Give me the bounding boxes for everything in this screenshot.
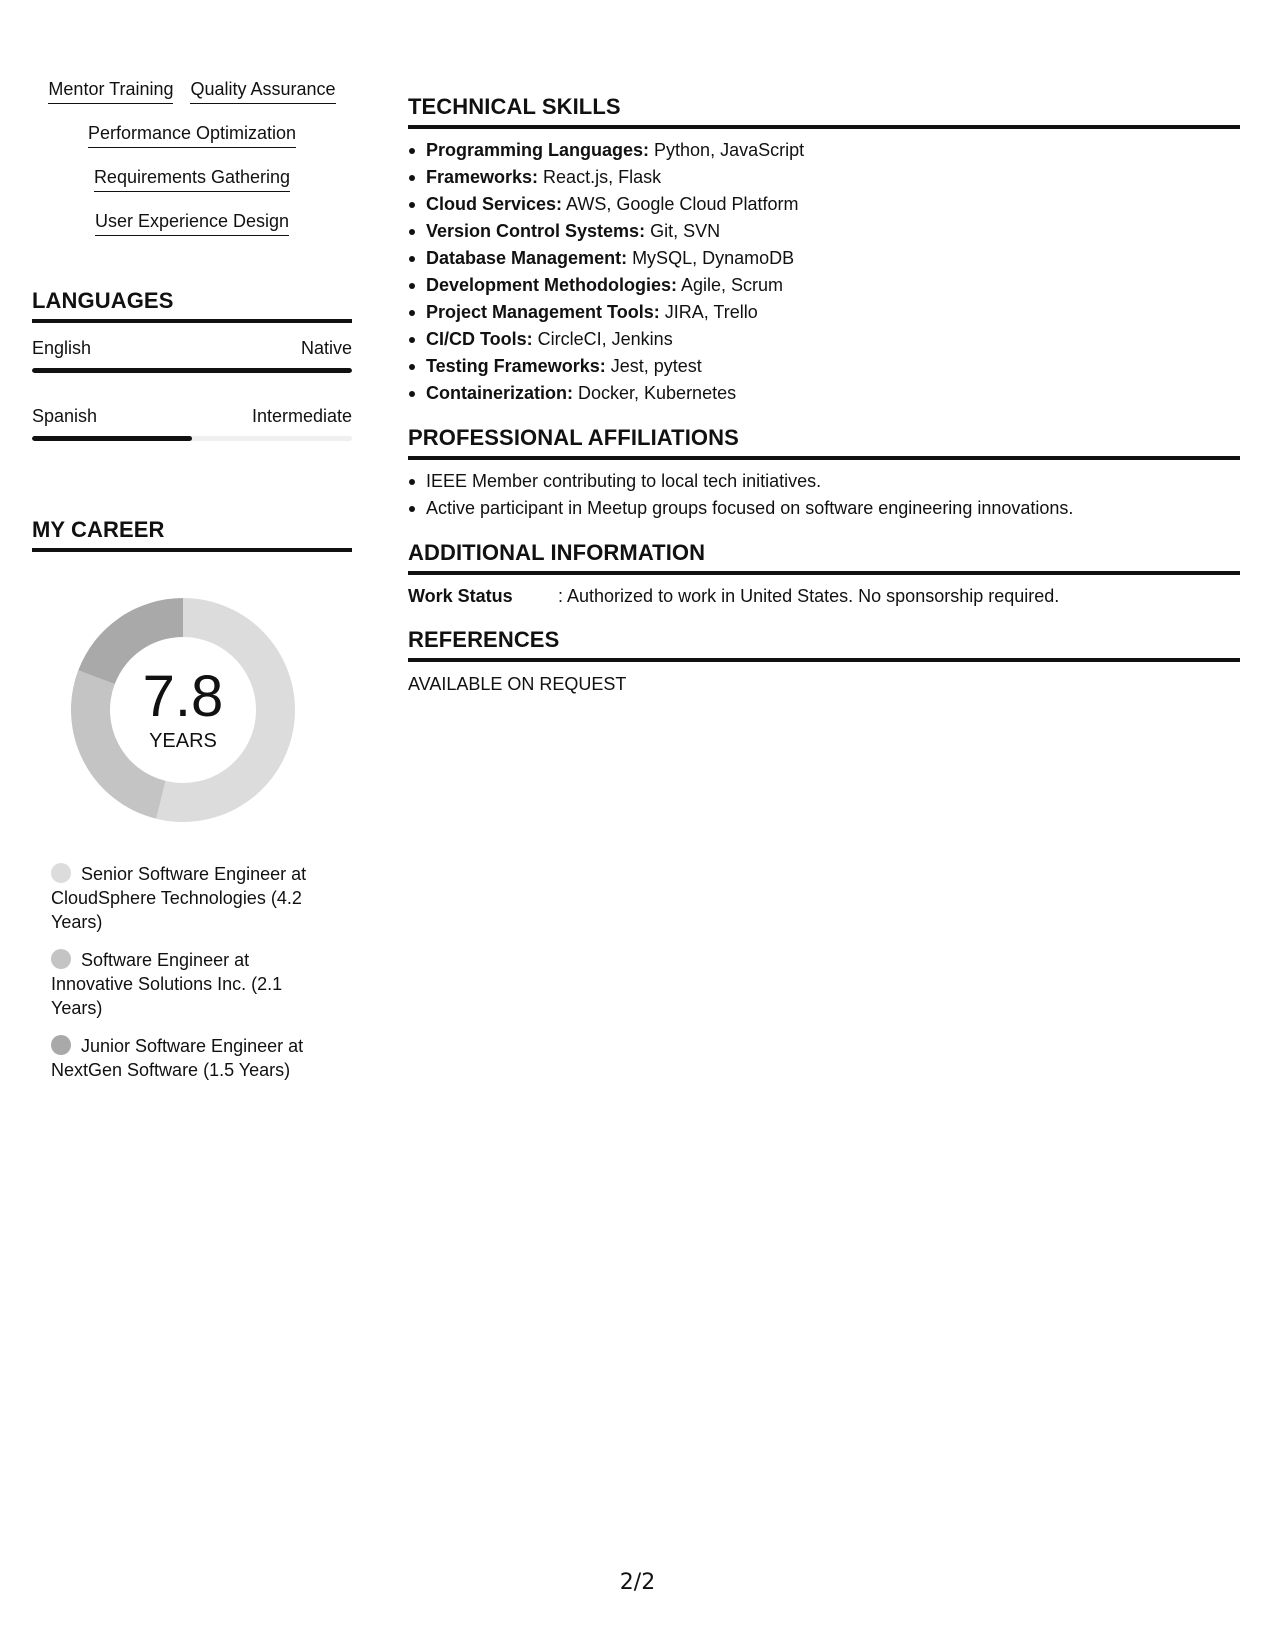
list-item [408, 326, 1240, 353]
page-number: 2/2 [619, 1570, 656, 1595]
skill-category-value: AWS, Google Cloud Platform [562, 194, 799, 214]
language-row [32, 337, 352, 373]
career-section [32, 517, 352, 1082]
legend-dot-icon [51, 863, 71, 883]
list-item: IEEE Member contributing to local tech initiatives. [408, 468, 1240, 495]
language-row [32, 405, 352, 441]
career-heading: MY CAREER [32, 517, 352, 552]
language-level: Native [300, 338, 352, 358]
language-proficiency-bar [32, 368, 352, 373]
skill-category-label: Testing Frameworks: [426, 356, 606, 376]
legend-label: Senior Software Engineer at CloudSphere Technologies (4.2 Years) [51, 864, 307, 932]
skill-tag: Requirements Gathering [94, 166, 290, 192]
skill-category-value: JIRA, Trello [659, 302, 758, 322]
language-name: English [32, 338, 92, 358]
skill-category-label: CI/CD Tools: [426, 329, 533, 349]
list-item [408, 380, 1240, 407]
languages-section [32, 288, 352, 441]
list-item [408, 191, 1240, 218]
career-legend [51, 862, 321, 1082]
technical-skills-list [408, 137, 1240, 407]
affiliations-section [408, 425, 1240, 522]
skill-category-value: Python, JavaScript [649, 140, 805, 160]
additional-info-section [408, 540, 1240, 609]
list-item [408, 245, 1240, 272]
list-item [408, 218, 1240, 245]
affiliations-list [408, 468, 1240, 522]
language-proficiency-fill [32, 368, 352, 373]
legend-item [51, 948, 321, 1020]
skill-category-value: CircleCI, Jenkins [532, 329, 673, 349]
list-item [408, 137, 1240, 164]
additional-info-heading: ADDITIONAL INFORMATION [408, 540, 1240, 575]
skill-category-value: Git, SVN [645, 221, 721, 241]
work-status-label: Work Status [408, 586, 513, 606]
legend-item [51, 862, 321, 934]
technical-skills-section [408, 94, 1240, 407]
work-status-row [408, 583, 1240, 609]
skill-category-label: Development Methodologies: [426, 275, 678, 295]
skill-category-label: Cloud Services: [426, 194, 563, 214]
career-total-years: 7.8 [142, 664, 224, 729]
skill-category-label: Version Control Systems: [426, 221, 646, 241]
legend-dot-icon [51, 949, 71, 969]
skill-tag: Quality Assurance [190, 78, 335, 104]
skill-category-value: Agile, Scrum [677, 275, 784, 295]
list-item [408, 272, 1240, 299]
list-item [408, 299, 1240, 326]
list-item [408, 353, 1240, 380]
technical-skills-heading: TECHNICAL SKILLS [408, 94, 1240, 129]
right-column [408, 94, 1240, 697]
language-level: Intermediate [251, 406, 352, 426]
list-item: Active participant in Meetup groups focused on software engineering innovations. [408, 495, 1240, 522]
skill-category-label: Containerization: [426, 383, 573, 403]
affiliations-heading: PROFESSIONAL AFFILIATIONS [408, 425, 1240, 460]
languages-heading: LANGUAGES [32, 288, 352, 323]
skill-tag: Performance Optimization [88, 122, 296, 148]
skill-category-label: Frameworks: [426, 167, 539, 187]
legend-item [51, 1034, 321, 1082]
skill-category-value: MySQL, DynamoDB [627, 248, 795, 268]
legend-label: Junior Software Engineer at NextGen Software (1.5 Years) [51, 1036, 304, 1080]
skill-category-value: React.js, Flask [538, 167, 662, 187]
skill-tag: User Experience Design [95, 210, 289, 236]
career-donut-chart [65, 592, 301, 828]
skill-tags [32, 78, 352, 236]
career-total-unit: YEARS [149, 730, 217, 752]
skill-category-label: Project Management Tools: [426, 302, 660, 322]
language-name: Spanish [32, 406, 98, 426]
skill-tag: Mentor Training [48, 78, 173, 104]
language-proficiency-bar [32, 436, 352, 441]
language-proficiency-fill [32, 436, 192, 441]
skill-category-label: Programming Languages: [426, 140, 650, 160]
references-heading: REFERENCES [408, 627, 1240, 662]
legend-dot-icon [51, 1035, 71, 1055]
list-item [408, 164, 1240, 191]
skill-category-value: Jest, pytest [605, 356, 702, 376]
references-section [408, 627, 1240, 697]
work-status-value: : Authorized to work in United States. No sponsorship required. [558, 586, 1060, 606]
skill-category-label: Database Management: [426, 248, 628, 268]
skill-category-value: Docker, Kubernetes [573, 383, 737, 403]
references-text: AVAILABLE ON REQUEST [408, 674, 627, 694]
legend-label: Software Engineer at Innovative Solutions Inc. (2.1 Years) [51, 950, 283, 1018]
left-column [32, 78, 352, 1096]
